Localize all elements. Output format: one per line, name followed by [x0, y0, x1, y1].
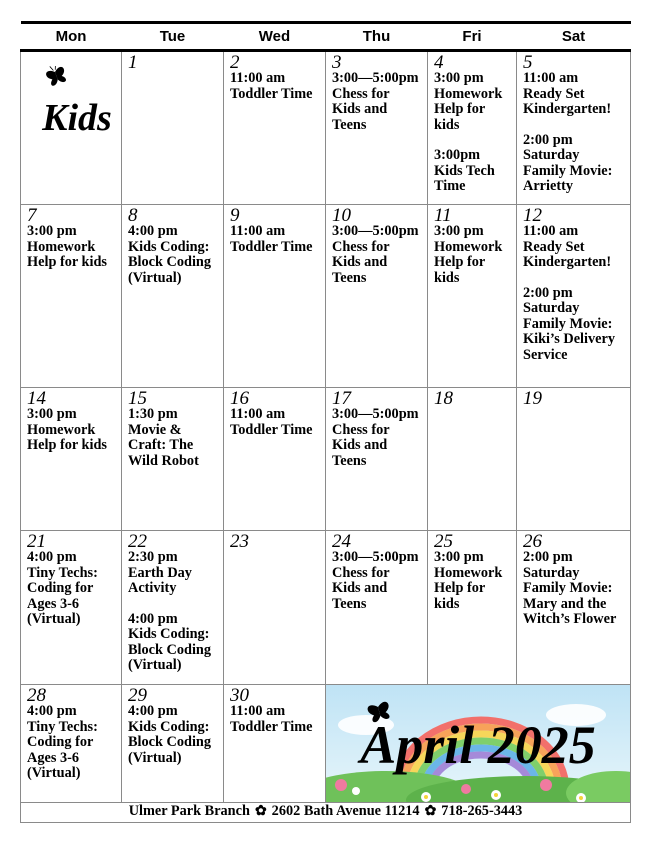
event-entry: 3:00pm Kids Tech Time — [434, 147, 495, 194]
flower-icon: ✿ — [254, 804, 267, 819]
flower-icon: ✿ — [424, 804, 437, 819]
day-cell-7 — [21, 205, 122, 388]
branch-name: Ulmer Park Branch — [128, 803, 250, 819]
banner-title: April 2025 — [360, 715, 596, 775]
day-cell-17 — [326, 388, 428, 531]
day-number: 15 — [128, 388, 147, 409]
day-number: 1 — [128, 52, 138, 73]
day-number: 7 — [27, 205, 37, 226]
day-cell-3 — [326, 51, 428, 205]
day-cell-1 — [122, 51, 224, 205]
day-number: 18 — [434, 388, 453, 409]
day-number: 4 — [434, 52, 444, 73]
event-entry: 3:00—5:00pm Chess for Kids and Teens — [332, 549, 419, 612]
event-entry: 1:30 pm Movie & Craft: The Wild Robot — [128, 406, 199, 469]
event-entry: 4:00 pm Kids Coding: Block Coding (Virtual) — [128, 223, 212, 286]
day-cell-29 — [122, 685, 224, 803]
day-cell-2 — [224, 51, 326, 205]
weekday-header-sat: Sat — [517, 23, 631, 51]
weekday-header-tue: Tue — [122, 23, 224, 51]
day-cell-11 — [428, 205, 517, 388]
day-cell-18 — [428, 388, 517, 531]
day-number: 19 — [523, 388, 542, 409]
event-entry: 3:00—5:00pm Chess for Kids and Teens — [332, 223, 419, 286]
event-entry: 3:00—5:00pm Chess for Kids and Teens — [332, 406, 419, 469]
day-number: 17 — [332, 388, 351, 409]
weekday-header-row — [21, 23, 631, 51]
kids-logo-text: Kids — [42, 97, 112, 139]
day-number: 26 — [523, 531, 542, 552]
event-entry: 4:00 pm Kids Coding: Block Coding (Virtual) — [128, 610, 212, 673]
day-cell-28 — [21, 685, 122, 803]
event-entry: 4:00 pm Tiny Techs: Coding for Ages 3-6 (Virtual) — [27, 549, 98, 627]
day-cell-23 — [224, 531, 326, 685]
event-entry: 11:00 am Ready Set Kindergarten! — [523, 70, 612, 117]
event-entry: 2:00 pm Saturday Family Movie: Mary and the Witch’s Flower — [523, 549, 617, 627]
day-number: 22 — [128, 531, 147, 552]
weekday-header-wed: Wed — [224, 23, 326, 51]
day-cell-10 — [326, 205, 428, 388]
event-entry: 2:00 pm Saturday Family Movie: Arrietty — [523, 131, 613, 194]
day-number: 5 — [523, 52, 533, 73]
event-entry: 3:00 pm Homework Help for kids — [434, 549, 503, 612]
event-entry: 11:00 am Ready Set Kindergarten! — [523, 223, 612, 270]
day-number: 10 — [332, 205, 351, 226]
week-row — [21, 205, 631, 388]
event-entry: 4:00 pm Tiny Techs: Coding for Ages 3-6 (Virtual) — [27, 703, 98, 781]
logo-cell — [21, 51, 122, 205]
day-number: 30 — [230, 685, 249, 706]
day-number: 29 — [128, 685, 147, 706]
day-number: 8 — [128, 205, 138, 226]
branch-footer — [21, 803, 631, 823]
weekday-header-fri: Fri — [428, 23, 517, 51]
event-entry: 2:30 pm Earth Day Activity — [128, 549, 192, 596]
day-number: 28 — [27, 685, 46, 706]
day-cell-5 — [517, 51, 631, 205]
day-number: 12 — [523, 205, 542, 226]
event-entry: 3:00 pm Homework Help for kids — [27, 406, 107, 453]
event-entry: 4:00 pm Kids Coding: Block Coding (Virtual) — [128, 703, 212, 766]
day-cell-21 — [21, 531, 122, 685]
event-entry: 3:00 pm Homework Help for kids — [27, 223, 107, 270]
day-cell-8 — [122, 205, 224, 388]
week-row — [21, 531, 631, 685]
event-entry: 11:00 am Toddler Time — [230, 70, 313, 102]
weekday-header-thu: Thu — [326, 23, 428, 51]
weekday-header-mon: Mon — [21, 23, 122, 51]
week-row — [21, 388, 631, 531]
event-entry: 11:00 am Toddler Time — [230, 223, 313, 255]
day-number: 16 — [230, 388, 249, 409]
day-number: 25 — [434, 531, 453, 552]
day-number: 21 — [27, 531, 46, 552]
day-number: 9 — [230, 205, 240, 226]
day-cell-24 — [326, 531, 428, 685]
day-cell-30 — [224, 685, 326, 803]
kids-butterfly-logo — [37, 66, 117, 146]
branch-phone: 718-265-3443 — [441, 803, 523, 819]
day-cell-14 — [21, 388, 122, 531]
day-cell-25 — [428, 531, 517, 685]
day-cell-16 — [224, 388, 326, 531]
calendar-grid — [20, 21, 631, 823]
day-cell-4 — [428, 51, 517, 205]
day-number: 2 — [230, 52, 240, 73]
event-entry: 3:00 pm Homework Help for kids — [434, 70, 503, 133]
event-entry: 11:00 am Toddler Time — [230, 406, 313, 438]
day-cell-19 — [517, 388, 631, 531]
day-number: 23 — [230, 531, 249, 552]
april-banner — [326, 685, 631, 803]
day-cell-9 — [224, 205, 326, 388]
event-entry: 3:00—5:00pm Chess for Kids and Teens — [332, 70, 419, 133]
event-entry: 3:00 pm Homework Help for kids — [434, 223, 503, 286]
event-entry: 11:00 am Toddler Time — [230, 703, 313, 735]
day-number: 14 — [27, 388, 46, 409]
day-number: 11 — [434, 205, 452, 226]
day-cell-22 — [122, 531, 224, 685]
day-number: 24 — [332, 531, 351, 552]
day-cell-12 — [517, 205, 631, 388]
day-number: 3 — [332, 52, 342, 73]
branch-address: 2602 Bath Avenue 11214 — [271, 803, 420, 819]
week-row — [21, 51, 631, 205]
day-cell-26 — [517, 531, 631, 685]
banner-illustration — [326, 685, 630, 803]
event-entry: 2:00 pm Saturday Family Movie: Kiki’s Delivery Service — [523, 284, 615, 363]
day-cell-15 — [122, 388, 224, 531]
week-row — [21, 685, 631, 803]
